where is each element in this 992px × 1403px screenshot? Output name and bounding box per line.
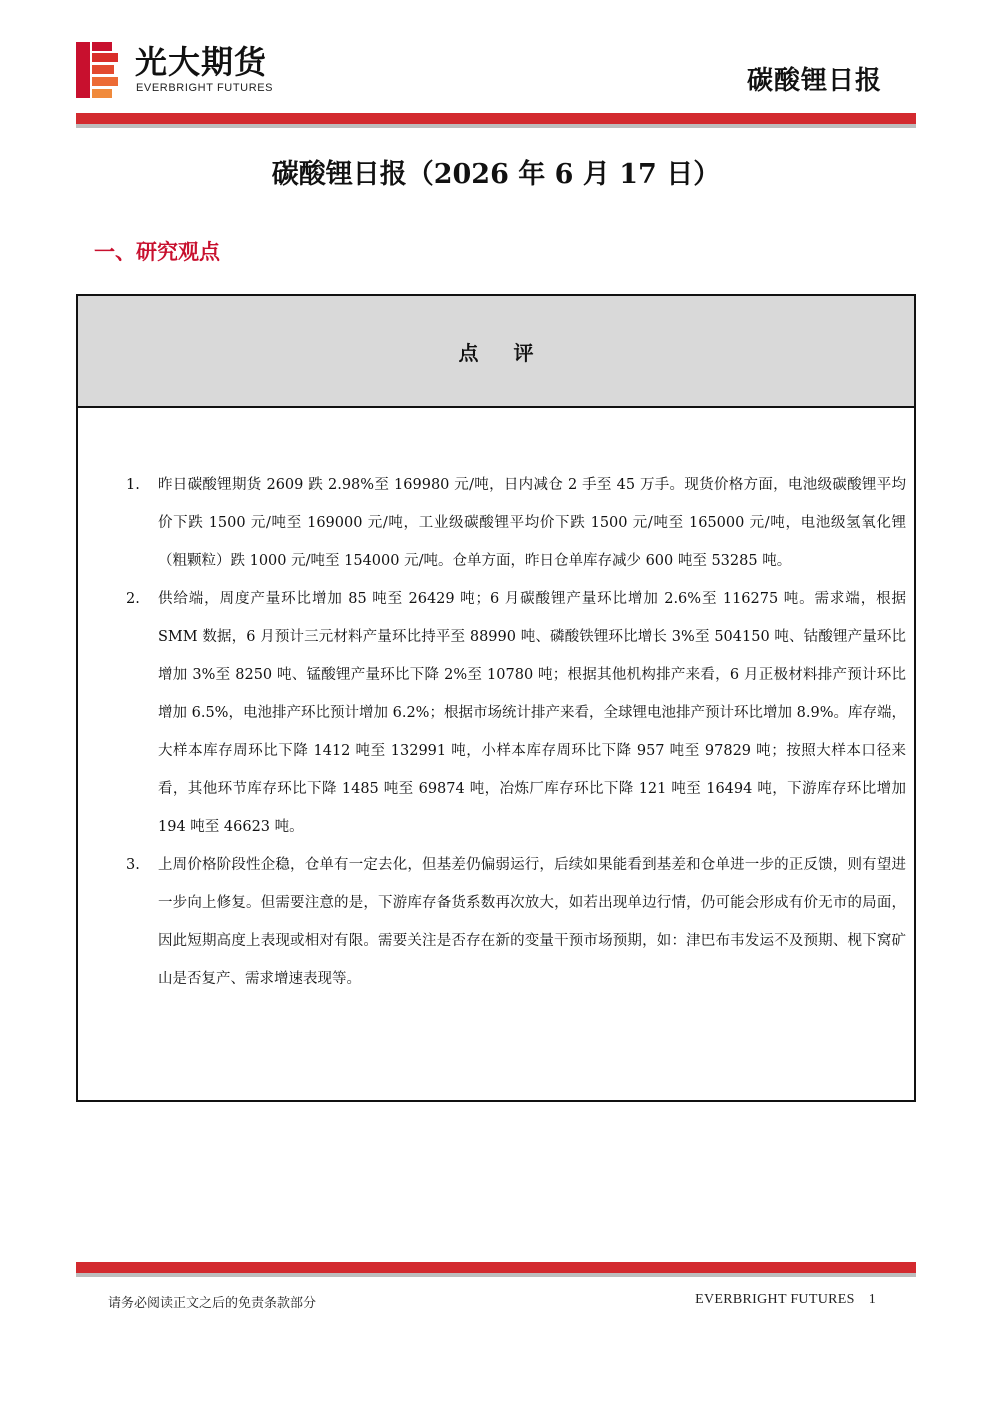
list-item	[126, 580, 906, 846]
page-number: 1	[868, 1292, 876, 1307]
list-item-number: 2.	[126, 591, 140, 607]
comment-box-body	[78, 408, 914, 998]
report-type-label: 碳酸锂日报	[746, 66, 882, 96]
list-item-number: 3.	[126, 857, 140, 873]
footer-disclaimer: 请务必阅读正文之后的免责条款部分	[108, 1296, 317, 1311]
brand-name-cn: 光大期货	[135, 43, 268, 81]
footer-divider-gray	[76, 1273, 916, 1277]
document-title: 碳酸锂日报（2026 年 6 月 17 日）	[271, 159, 721, 190]
header-divider-red	[76, 113, 916, 124]
section-heading: 一、研究观点	[94, 240, 220, 264]
comment-box-header	[78, 296, 914, 408]
everbright-logo-icon	[76, 42, 120, 98]
list-item-text: 供给端，周度产量环比增加 85 吨至 26429 吨；6 月碳酸锂产量环比增加 2.6%至 116275 吨。需求端，根据 SMM 数据，6 月预计三元材料产量环比持平至 88990 吨、磷酸铁锂环比增长 3%至 504150 吨、钴酸锂产量环比增加 3%至 8250 吨、锰酸锂产量环比下降 2%至 10780 吨；根据其他机构排产来看，6 月正极材料排产预计环比增加 6.5%，电池排产环比预计增加 6.2%；根据市场统计排产来看，全球锂电池排产预计环比增加 8.9%。库存端，大样本库存周环比下降 1412 吨至 132991 吨，小样本库存周环比下降 957 吨至 97829 吨；按照大样本口径来看，其他环节库存环比下降 1485 吨至 69874 吨，冶炼厂库存环比下降 121 吨至 16494 吨，下游库存环比增加 194 吨至 46623 吨。	[158, 591, 906, 835]
footer-divider-red	[76, 1262, 916, 1273]
list-item	[126, 466, 906, 580]
header-divider-gray	[76, 124, 916, 128]
comment-box	[76, 294, 916, 1102]
list-item-number: 1.	[126, 477, 140, 493]
footer-divider	[76, 1262, 916, 1277]
page-header	[0, 0, 992, 130]
list-item-text: 昨日碳酸锂期货 2609 跌 2.98%至 169980 元/吨，日内减仓 2 手至 45 万手。现货价格方面，电池级碳酸锂平均价下跌 1500 元/吨至 169000 元/吨，工业级碳酸锂平均价下跌 1500 元/吨至 165000 元/吨，电池级氢氧化锂（粗颗粒）跌 1000 元/吨至 154000 元/吨。仓单方面，昨日仓单库存减少 600 吨至 53285 吨。	[158, 477, 906, 569]
brand-name-en: EVERBRIGHT FUTURES	[136, 82, 274, 94]
footer-brand: EVERBRIGHT FUTURES	[695, 1292, 855, 1307]
footer-brand-block	[695, 1292, 876, 1308]
list-item-text: 上周价格阶段性企稳，仓单有一定去化，但基差仍偏弱运行，后续如果能看到基差和仓单进一步的正反馈，则有望进一步向上修复。但需要注意的是，下游库存备货系数再次放大，如若出现单边行情，仍可能会形成有价无市的局面，因此短期高度上表现或相对有限。需要关注是否存在新的变量干预市场预期，如：津巴布韦发运不及预期、枧下窝矿山是否复产、需求增速表现等。	[158, 857, 906, 987]
list-item	[126, 846, 906, 998]
comment-box-title: 点 评	[458, 340, 548, 365]
